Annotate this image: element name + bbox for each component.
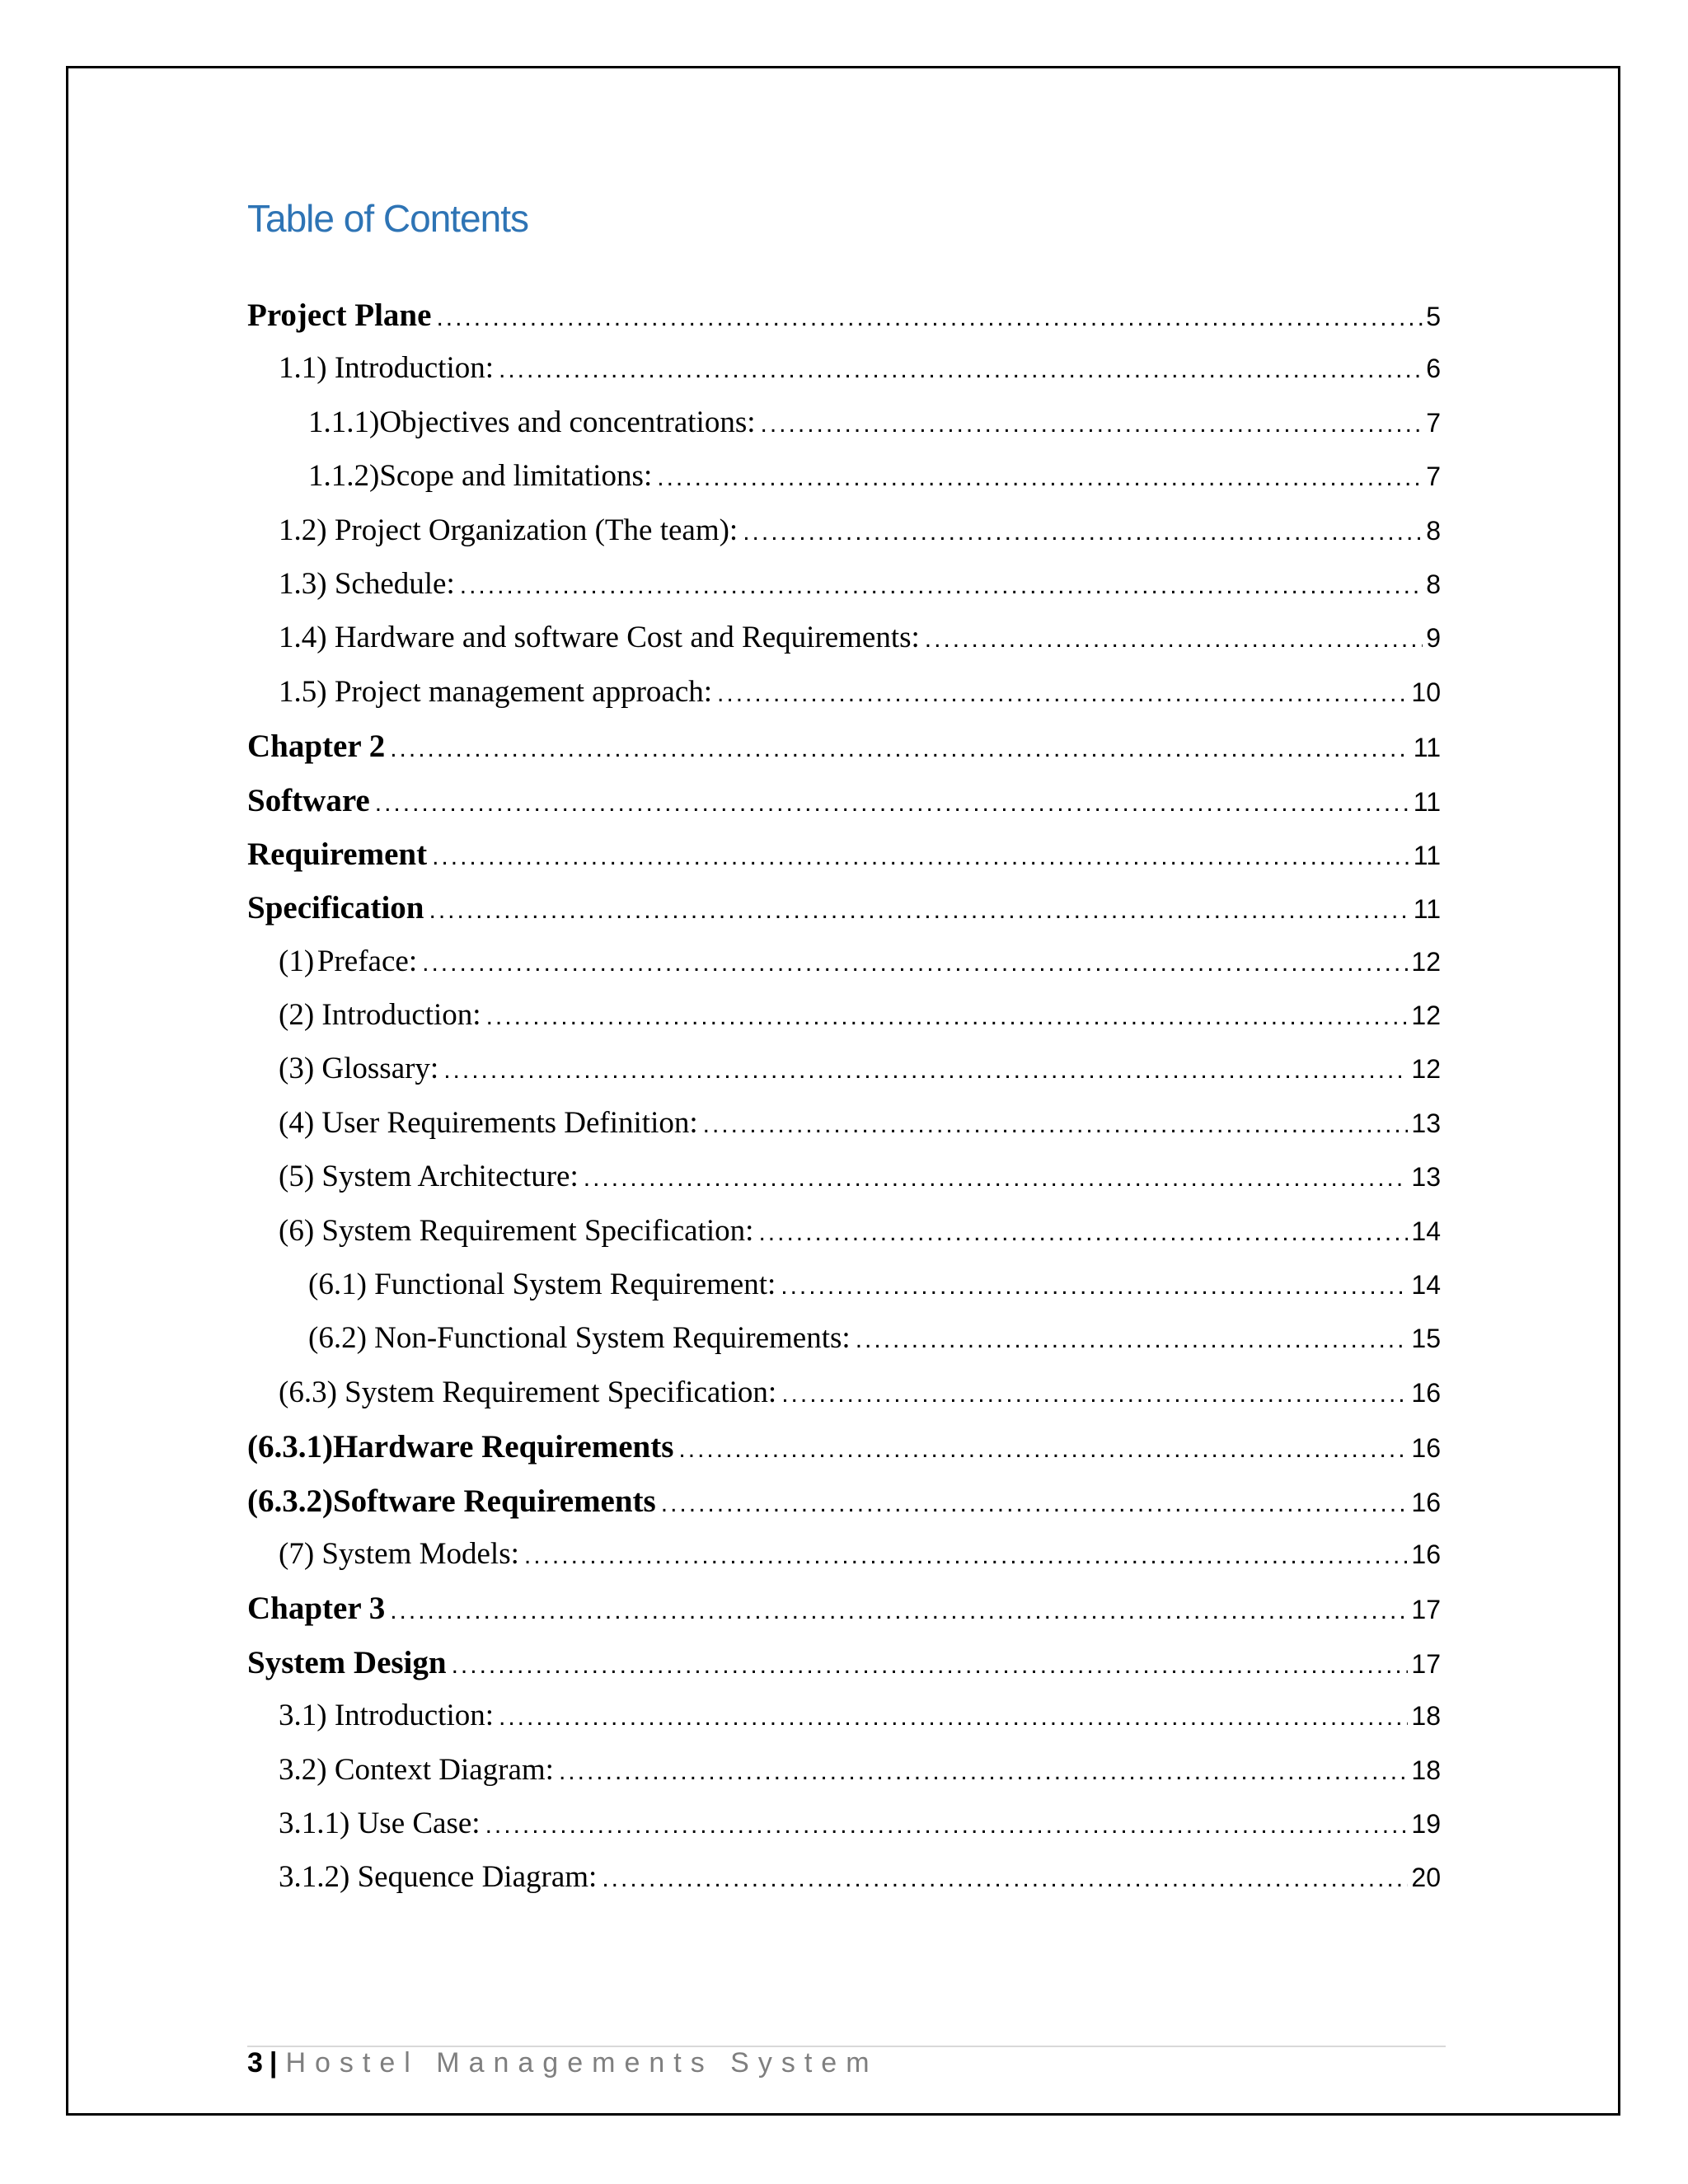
toc-entry[interactable] — [247, 458, 1441, 512]
toc-entry-text: System Design — [247, 1644, 447, 1680]
toc-page-number: 16 — [1411, 1433, 1441, 1464]
toc-dot-leader — [584, 1165, 1409, 1193]
toc-dot-leader — [460, 572, 1423, 600]
toc-page-number: 10 — [1411, 677, 1441, 707]
toc-dot-leader — [602, 1865, 1408, 1893]
toc-entry-number: 1.1.2) — [308, 459, 380, 494]
toc-page-number: 12 — [1411, 1054, 1441, 1085]
toc-page-number: 18 — [1411, 1755, 1441, 1785]
toc-entry[interactable] — [247, 405, 1441, 458]
toc-dot-leader — [452, 1652, 1409, 1680]
toc-dot-leader — [443, 1057, 1408, 1085]
toc-entry[interactable] — [247, 674, 1441, 728]
toc-entry[interactable] — [247, 350, 1441, 404]
toc-entry-text: Scope and limitations: — [379, 459, 653, 494]
page-footer — [247, 2047, 879, 2079]
toc-dot-leader — [486, 1003, 1409, 1031]
toc-entry[interactable] — [247, 1806, 1441, 1859]
toc-page-number: 20 — [1411, 1863, 1441, 1893]
toc-dot-leader — [390, 1597, 1408, 1625]
toc-entry-text: (6.3.1)Hardware Requirements — [247, 1429, 674, 1465]
toc-entry[interactable] — [247, 1320, 1441, 1374]
toc-entry[interactable] — [247, 836, 1441, 889]
footer-separator: | — [269, 2047, 278, 2079]
toc-entry-text: (5) System Architecture: — [279, 1160, 579, 1194]
toc-entry-number: (1) — [279, 944, 315, 978]
toc-page-number: 8 — [1426, 569, 1441, 599]
toc-dot-leader — [559, 1758, 1408, 1786]
toc-entry[interactable] — [247, 1536, 1441, 1590]
toc-page-number: 16 — [1411, 1539, 1441, 1569]
toc-entry-text: (6.3) System Requirement Specification: — [279, 1375, 777, 1409]
toc-page-number: 12 — [1411, 1001, 1441, 1031]
toc-dot-leader — [856, 1326, 1409, 1354]
toc-dot-leader — [925, 626, 1423, 654]
toc-entry-text: 1.1) Introduction: — [279, 351, 495, 386]
toc-dot-leader — [524, 1542, 1409, 1570]
toc-entry[interactable] — [247, 1752, 1441, 1806]
toc-page-number: 16 — [1411, 1377, 1441, 1408]
footer-document-title: Hostel Managements System — [285, 2047, 879, 2079]
toc-entry[interactable] — [247, 566, 1441, 620]
toc-page-number: 13 — [1411, 1162, 1441, 1193]
toc-dot-leader — [661, 1490, 1409, 1518]
toc-entry[interactable] — [247, 944, 1441, 997]
toc-entry-text: (4) User Requirements Definition: — [279, 1105, 698, 1140]
toc-entry-text: (2) Introduction: — [279, 998, 481, 1033]
toc-entry-text: (6.3.2)Software Requirements — [247, 1483, 656, 1519]
toc-entry-text: 1.2) Project Organization (The team): — [279, 513, 738, 547]
toc-entry[interactable] — [247, 1483, 1441, 1536]
toc-page-number: 7 — [1426, 462, 1441, 492]
toc-entry[interactable] — [247, 1267, 1441, 1320]
toc-entry[interactable] — [247, 297, 1441, 350]
toc-dot-leader — [678, 1436, 1408, 1464]
toc-entry-text: (6.2) Non-Functional System Requirements: — [308, 1321, 851, 1356]
toc-page-number: 11 — [1413, 840, 1441, 870]
toc-list — [247, 297, 1441, 1914]
toc-dot-leader — [758, 1219, 1408, 1247]
toc-entry[interactable] — [247, 1590, 1441, 1643]
toc-dot-leader — [703, 1111, 1409, 1139]
toc-entry-text: Requirement — [247, 836, 428, 872]
toc-page-number: 17 — [1411, 1595, 1441, 1625]
toc-entry[interactable] — [247, 1859, 1441, 1913]
toc-heading: Table of Contents — [247, 197, 529, 240]
toc-dot-leader — [485, 1811, 1409, 1840]
toc-dot-leader — [717, 680, 1408, 708]
footer-page-number: 3 — [247, 2047, 263, 2079]
toc-entry-text: 1.3) Schedule: — [279, 566, 455, 601]
toc-entry[interactable] — [247, 513, 1441, 566]
toc-entry-text: Specification — [247, 890, 424, 926]
toc-entry[interactable] — [247, 728, 1441, 781]
toc-dot-leader — [743, 518, 1423, 546]
toc-page-number: 11 — [1413, 786, 1441, 817]
toc-page-number: 19 — [1411, 1808, 1441, 1839]
toc-page-number: 6 — [1426, 354, 1441, 384]
toc-entry-text: Objectives and concentrations: — [379, 405, 756, 439]
toc-entry-text: Chapter 3 — [247, 1591, 386, 1627]
toc-entry[interactable] — [247, 1213, 1441, 1267]
toc-entry[interactable] — [247, 1159, 1441, 1212]
toc-page-number: 18 — [1411, 1701, 1441, 1732]
toc-entry-text: (3) Glossary: — [279, 1052, 439, 1086]
toc-entry-text: 1.4) Hardware and software Cost and Requirements: — [279, 621, 920, 655]
toc-entry-text: Project Plane — [247, 298, 432, 333]
toc-entry[interactable] — [247, 1375, 1441, 1428]
toc-entry-text: 3.1) Introduction: — [279, 1699, 495, 1733]
toc-entry[interactable] — [247, 620, 1441, 673]
toc-dot-leader — [761, 410, 1423, 438]
toc-entry[interactable] — [247, 889, 1441, 943]
toc-page-number: 16 — [1411, 1487, 1441, 1517]
toc-dot-leader — [657, 464, 1423, 492]
toc-page-number: 5 — [1426, 302, 1441, 331]
toc-entry[interactable] — [247, 1644, 1441, 1698]
toc-entry-text: 3.1.2) Sequence Diagram: — [279, 1860, 598, 1895]
toc-page-number: 9 — [1426, 623, 1441, 654]
toc-entry-text: Software — [247, 782, 370, 818]
toc-entry-text: Chapter 2 — [247, 729, 386, 765]
toc-entry-text: 1.5) Project management approach: — [279, 674, 713, 709]
toc-dot-leader — [499, 1704, 1408, 1732]
toc-entry-text: Preface: — [316, 944, 418, 978]
toc-entry-text: (6.1) Functional System Requirement: — [308, 1268, 776, 1302]
toc-entry-text: (7) System Models: — [279, 1536, 519, 1571]
toc-page-number: 15 — [1411, 1324, 1441, 1354]
toc-page-number: 17 — [1411, 1648, 1441, 1679]
toc-entry-text: (6) System Requirement Specification: — [279, 1213, 754, 1248]
toc-dot-leader — [432, 843, 1410, 871]
toc-entry[interactable] — [247, 782, 1441, 836]
toc-page-number: 7 — [1426, 407, 1441, 438]
toc-dot-leader — [781, 1272, 1408, 1301]
toc-entry-number: 1.1.1) — [308, 405, 380, 439]
toc-entry[interactable] — [247, 997, 1441, 1051]
toc-entry[interactable] — [247, 1698, 1441, 1751]
toc-dot-leader — [390, 735, 1410, 763]
toc-page-number: 11 — [1413, 733, 1441, 763]
toc-entry-text: 3.1.1) Use Case: — [279, 1806, 481, 1840]
toc-dot-leader — [429, 897, 1409, 925]
toc-entry-text: 3.2) Context Diagram: — [279, 1752, 554, 1787]
toc-dot-leader — [436, 304, 1423, 332]
toc-entry[interactable] — [247, 1105, 1441, 1159]
toc-page-number: 13 — [1411, 1108, 1441, 1138]
toc-page-number: 14 — [1411, 1216, 1441, 1246]
toc-dot-leader — [499, 356, 1423, 384]
toc-dot-leader — [781, 1380, 1408, 1408]
toc-entry[interactable] — [247, 1051, 1441, 1104]
toc-page-number: 12 — [1411, 946, 1441, 977]
toc-dot-leader — [422, 949, 1408, 977]
toc-page-number: 11 — [1413, 894, 1441, 925]
toc-dot-leader — [375, 790, 1410, 818]
toc-page-number: 8 — [1426, 515, 1441, 546]
toc-page-number: 14 — [1411, 1270, 1441, 1301]
toc-entry[interactable] — [247, 1428, 1441, 1482]
